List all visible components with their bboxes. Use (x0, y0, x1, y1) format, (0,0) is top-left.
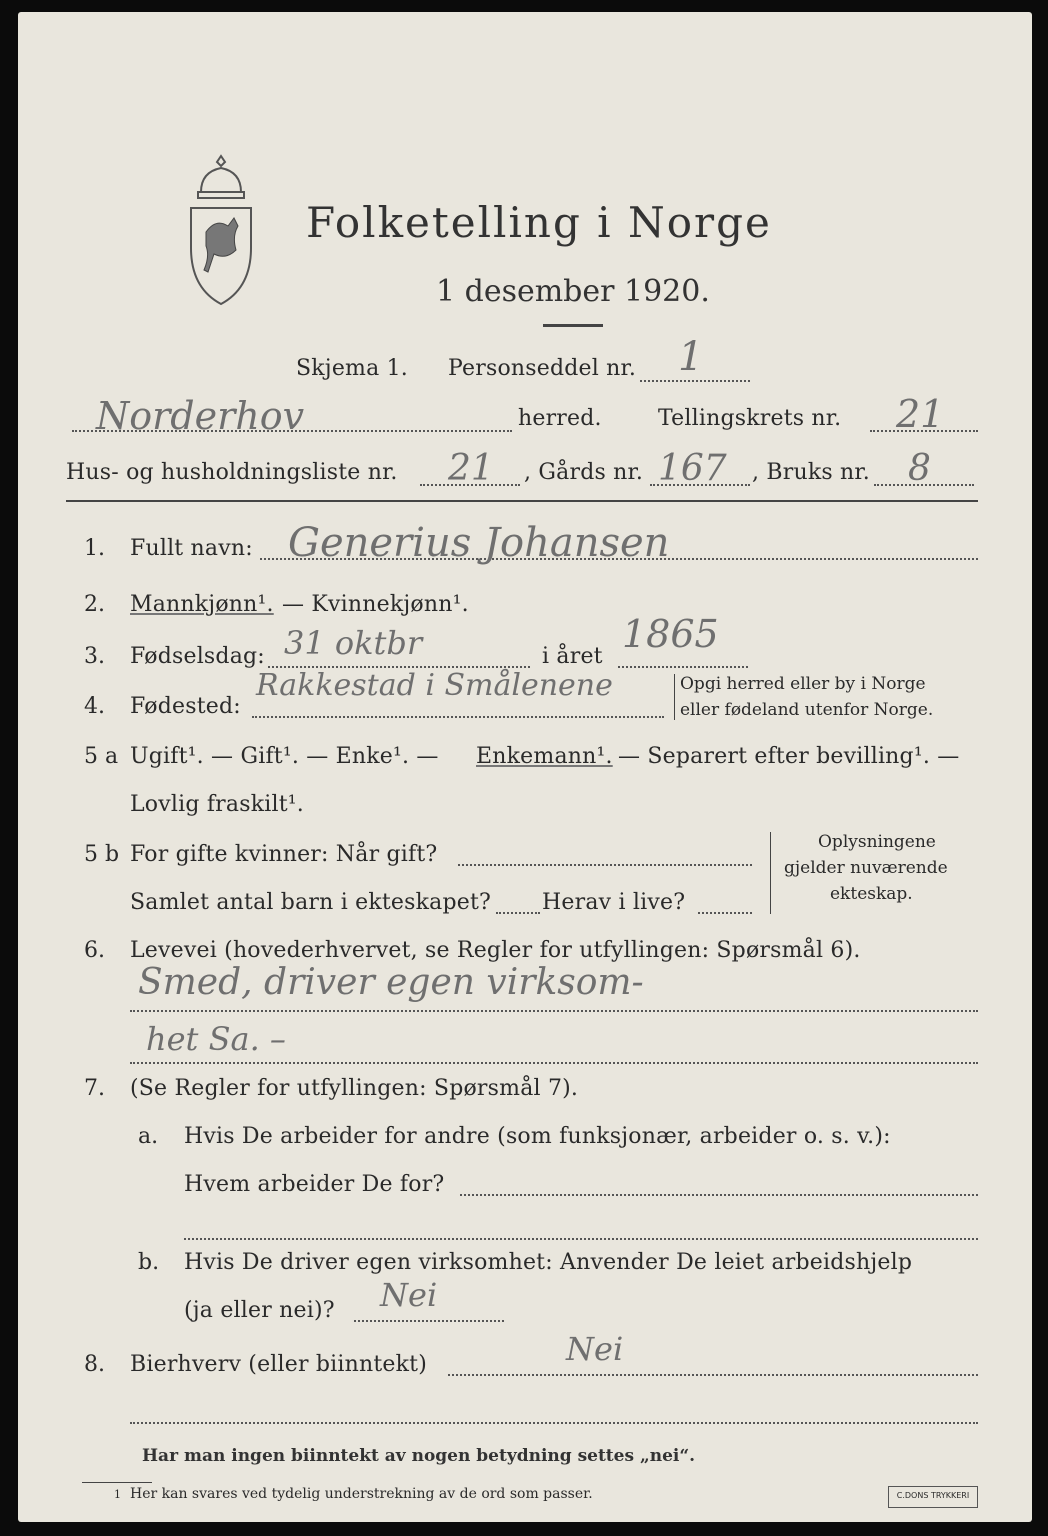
q5b-note-3: ekteskap. (830, 884, 913, 904)
skjema-label: Skjema 1. (296, 356, 409, 381)
q5b-label-3: Herav i live? (542, 890, 686, 915)
census-date: 1 desember 1920. (436, 274, 710, 309)
q8-label: Bierhverv (eller biinntekt) (130, 1352, 428, 1377)
q4-note-2: eller fødeland utenfor Norge. (680, 700, 934, 720)
census-form (18, 12, 1032, 1522)
q7b-value[interactable]: Nei (380, 1276, 438, 1314)
q4-value[interactable]: Rakkestad i Smålenene (256, 668, 613, 703)
gards-value[interactable]: 167 (658, 448, 727, 489)
hus-value[interactable]: 21 (448, 448, 494, 489)
q1-label: Fullt navn: (130, 536, 253, 561)
q5b-note-1: Oplysningene (818, 832, 936, 852)
q3-value[interactable]: 31 oktbr (284, 624, 423, 662)
q8-number: 8. (84, 1352, 105, 1377)
q7-number: 7. (84, 1076, 105, 1101)
herred-value[interactable]: Norderhov (96, 394, 305, 438)
q5b-bracket (770, 832, 771, 914)
q7b-number: b. (138, 1250, 160, 1275)
footnote-mark: 1 (114, 1488, 121, 1501)
q5b-note-2: gjelder nuværende (784, 858, 948, 878)
q4-note-1: Opgi herred eller by i Norge (680, 674, 926, 694)
tellingskrets-value[interactable]: 21 (896, 392, 945, 436)
hus-label: Hus- og husholdningsliste nr. (66, 460, 398, 485)
q1-value[interactable]: Generius Johansen (288, 520, 670, 566)
q2-label-male: Mannkjønn¹. (130, 592, 274, 617)
q6-line-1 (130, 1010, 978, 1012)
q3-year-label: i året (542, 644, 603, 669)
personseddel-value[interactable]: 1 (678, 334, 704, 380)
q4-label: Fødested: (130, 694, 241, 719)
q3-number: 3. (84, 644, 105, 669)
q5a-number: 5 a (84, 744, 119, 769)
q5b-line-1 (458, 864, 752, 866)
q1-number: 1. (84, 536, 105, 561)
q7a-number: a. (138, 1124, 159, 1149)
q8-value[interactable]: Nei (566, 1330, 624, 1368)
q7b-line (354, 1320, 504, 1322)
q7-label: (Se Regler for utfyllingen: Spørsmål 7). (130, 1076, 579, 1101)
printer-stamp-text: C.DONS TRYKKERI (896, 1491, 970, 1500)
bruks-label: , Bruks nr. (752, 460, 870, 485)
coat-of-arms-icon (176, 152, 266, 312)
q7a-line-1 (460, 1194, 978, 1196)
q3-label: Fødselsdag: (130, 644, 265, 669)
q5b-line-3 (698, 912, 752, 914)
q5a-enkemann: Enkemann¹. (476, 744, 613, 769)
q2-number: 2. (84, 592, 105, 617)
q3-year-value[interactable]: 1865 (622, 612, 719, 656)
q2-label-female: — Kvinnekjønn¹. (282, 592, 469, 617)
q3-year-line (618, 666, 748, 668)
footnote-text: Her kan svares ved tydelig understrekning av de ord som passer. (130, 1486, 593, 1502)
q5b-line-2 (496, 912, 540, 914)
q6-number: 6. (84, 938, 105, 963)
q5a-options-3: Lovlig fraskilt¹. (130, 792, 304, 817)
q4-line (252, 716, 664, 718)
tellingskrets-label: Tellingskrets nr. (658, 406, 842, 431)
q5a-options-2: — Separert efter bevilling¹. — (618, 744, 960, 769)
header-divider (66, 500, 978, 502)
q4-number: 4. (84, 694, 105, 719)
footer-note: Har man ingen biinntekt av nogen betydning settes „nei“. (142, 1446, 696, 1466)
q6-label: Levevei (hovederhvervet, se Regler for utfyllingen: Spørsmål 6). (130, 938, 861, 963)
personseddel-line (640, 380, 750, 382)
q8-line-1 (448, 1374, 978, 1376)
q5a-options-1: Ugift¹. — Gift¹. — Enke¹. — (130, 744, 439, 769)
q6-value-1[interactable]: Smed, driver egen virksom- (138, 962, 644, 1003)
q5b-label-2: Samlet antal barn i ekteskapet? (130, 890, 492, 915)
q7a-line-2 (184, 1238, 978, 1240)
q5b-label-1: For gifte kvinner: Når gift? (130, 842, 438, 867)
herred-label: herred. (518, 406, 602, 431)
q5b-number: 5 b (84, 842, 120, 867)
q7a-sub-label: Hvem arbeider De for? (184, 1172, 445, 1197)
q7b-label: Hvis De driver egen virksomhet: Anvender De leiet arbeidshjelp (184, 1250, 913, 1275)
bruks-value[interactable]: 8 (908, 448, 931, 489)
q6-line-2 (130, 1062, 978, 1064)
title-rule (543, 324, 603, 327)
q7a-label: Hvis De arbeider for andre (som funksjonær, arbeider o. s. v.): (184, 1124, 891, 1149)
q8-line-2 (130, 1422, 978, 1424)
personseddel-label: Personseddel nr. (448, 356, 637, 381)
q4-bracket (674, 674, 675, 720)
footnote-rule (82, 1482, 152, 1483)
gards-label: , Gårds nr. (524, 460, 644, 485)
form-title: Folketelling i Norge (306, 198, 772, 247)
q7b-sub-label: (ja eller nei)? (184, 1298, 335, 1323)
q6-value-2[interactable]: het Sa. – (146, 1020, 286, 1058)
printer-stamp (888, 1486, 978, 1508)
